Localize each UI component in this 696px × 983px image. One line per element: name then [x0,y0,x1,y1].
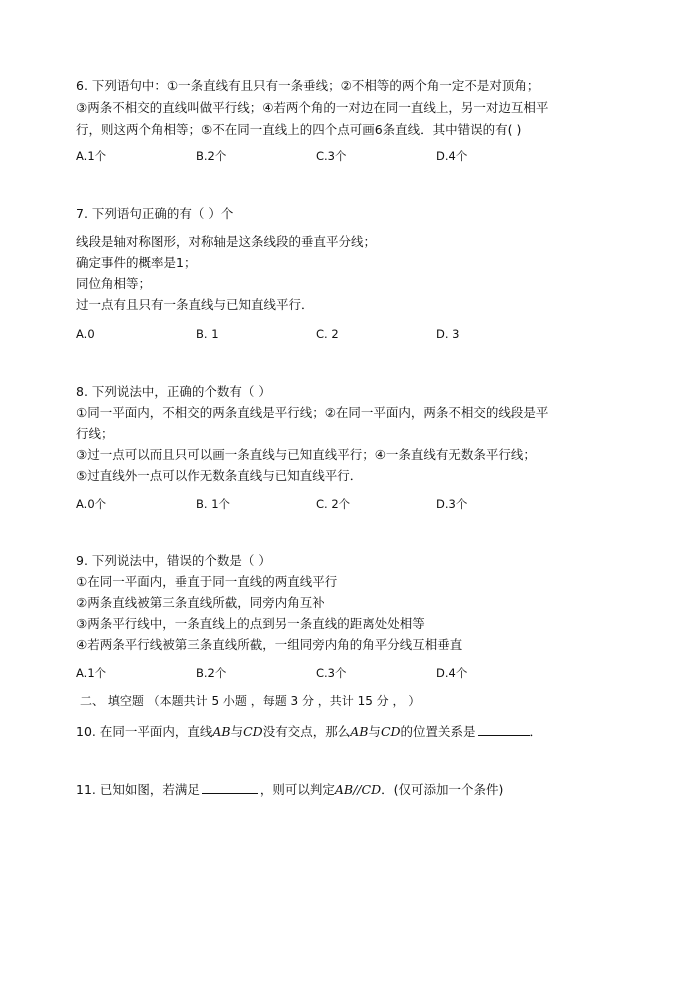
q10-mid: 没有交点，那么 [262,724,351,739]
q10-math-ab-2: AB [350,724,369,739]
q9-line-4: ③两条平行线中，一条直线上的点到另一条直线的距离处处相等 [76,616,425,631]
q10-answer-blank[interactable] [478,723,530,736]
q7-option-d: D. 3 [436,327,460,341]
q8-option-a: A.0个 [76,497,107,511]
q10-end: ． [529,724,543,739]
section-2-heading: 二、 填空题 （本题共计 5 小题 ，每题 3 分 ，共计 15 分 ， ） [80,694,421,708]
q9-line-5: ④若两条平行线被第三条直线所截，一组同旁内角的角平分线互相垂直 [76,637,463,652]
q11-suffix: ．(仅可添加一个条件) [381,782,504,797]
q7-line-4: 同位角相等； [76,276,152,291]
q8-line-2: ①同一平面内，不相交的两条直线是平行线；②在同一平面内，两条不相交的线段是平 [76,405,549,420]
q11-mid: ，则可以判定 [259,782,335,797]
q10-math-cd-2: CD [380,724,401,739]
q7-line-2: 线段是轴对称图形，对称轴是这条线段的垂直平分线； [76,234,377,249]
q8-line-1: 8. 下列说法中，正确的个数有（ ） [76,384,271,399]
q10-word-yu-1: 与 [230,724,244,739]
q7-line-3: 确定事件的概率是1； [76,255,197,270]
q6-line-1: 6. 下列语句中：①一条直线有且只有一条垂线；②不相等的两个角一定不是对顶角； [76,78,540,93]
q7-line-1: 7. 下列语句正确的有（ ）个 [76,206,234,221]
q7-option-c: C. 2 [316,327,339,341]
q6-option-b: B.2个 [196,149,227,163]
q8-line-4: ③过一点可以而且只可以画一条直线与已知直线平行；④一条直线有无数条平行线； [76,447,536,462]
q6-line-3: 行，则这两个角相等；⑤不在同一直线上的四个点可画6条直线．其中错误的有( ) [76,122,522,137]
q8-option-c: C. 2个 [316,497,351,511]
q6-option-c: C.3个 [316,149,347,163]
q8-line-5: ⑤过直线外一点可以作无数条直线与已知直线平行． [76,468,363,483]
q7-option-b: B. 1 [196,327,219,341]
q7-line-5: 过一点有且只有一条直线与已知直线平行． [76,297,314,312]
q10-line [76,723,542,740]
q9-option-d: D.4个 [436,666,468,680]
q8-line-3: 行线； [76,426,114,441]
q10-word-yu-2: 与 [368,724,381,739]
q11-math-ab-parallel-cd: AB//CD [334,782,382,797]
q6-option-d: D.4个 [436,149,468,163]
q9-line-3: ②两条直线被第三条直线所截，同旁内角互补 [76,595,325,610]
q6-line-2: ③两条不相交的直线叫做平行线；④若两个角的一对边在同一直线上，另一对边互相平 [76,100,549,115]
q11-prefix: 11. 已知如图，若满足 [76,782,200,797]
q10-prefix: 10. 在同一平面内，直线 [76,724,213,739]
q10-math-ab-1: AB [212,724,231,739]
q8-option-d: D.3个 [436,497,468,511]
q9-line-2: ①在同一平面内，垂直于同一直线的两直线平行 [76,574,338,589]
q6-option-a: A.1个 [76,149,107,163]
q10-suffix: 的位置关系是 [400,724,476,739]
q7-option-a: A.0 [76,327,95,341]
q11-line [76,781,503,798]
q8-option-b: B. 1个 [196,497,231,511]
q9-option-c: C.3个 [316,666,347,680]
q10-math-cd-1: CD [243,724,263,739]
q9-option-b: B.2个 [196,666,227,680]
q9-line-1: 9. 下列说法中，错误的个数是（ ） [76,553,271,568]
q9-option-a: A.1个 [76,666,107,680]
q11-answer-blank[interactable] [202,781,258,794]
